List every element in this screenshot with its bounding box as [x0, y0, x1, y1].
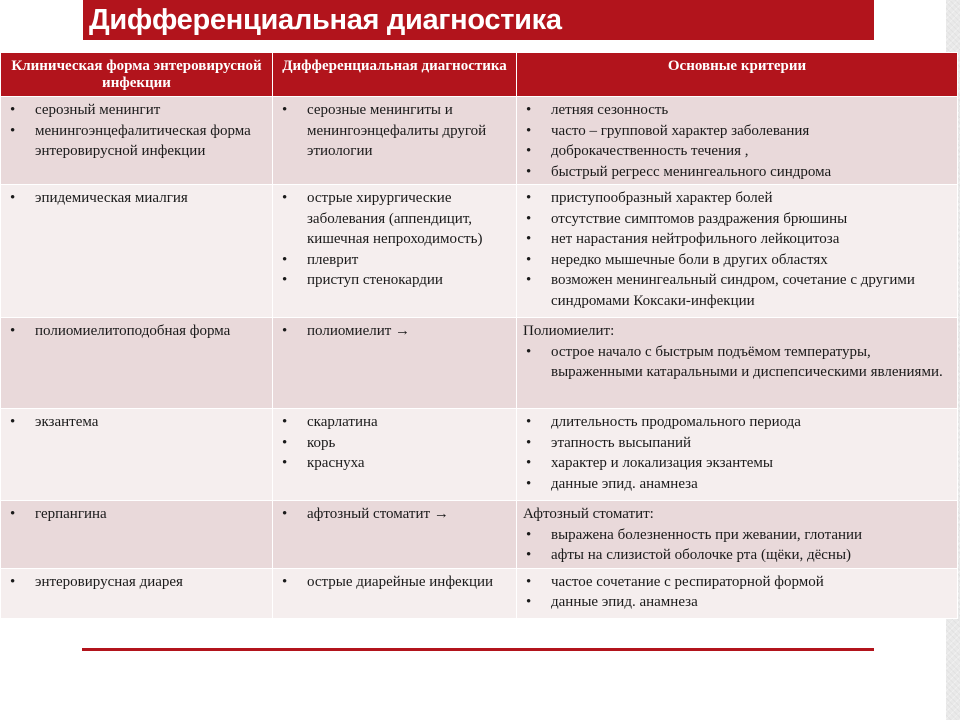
clinical-form-list: [7, 321, 266, 342]
criteria-item: • частое сочетание с респираторной формой: [523, 572, 951, 593]
criteria-item: • длительность продромального периода: [523, 412, 951, 433]
cell-differential: [273, 501, 517, 569]
differential-item: • острые диарейные инфекции: [279, 572, 510, 593]
clinical-form-item: • экзантема: [7, 412, 266, 433]
cell-criteria: [517, 185, 958, 318]
criteria-list: [523, 572, 951, 613]
differential-list: [279, 572, 510, 593]
table-row: [1, 501, 958, 569]
table-header-row: [1, 53, 958, 97]
cell-clinical-form: [1, 185, 273, 318]
cell-criteria: [517, 318, 958, 409]
table-row: [1, 568, 958, 618]
table-body: [1, 97, 958, 619]
criteria-item: • возможен менингеальный синдром, сочетание с другими синдромами Коксаки-инфекции: [523, 270, 951, 311]
criteria-item: • афты на слизистой оболочке рта (щёки, дёсны): [523, 545, 951, 566]
table-row: [1, 409, 958, 501]
criteria-item: • часто – групповой характер заболевания: [523, 121, 951, 142]
criteria-item: • доброкачественность течения ,: [523, 141, 951, 162]
criteria-list: [523, 342, 951, 383]
differential-item: • афтозный стоматит →: [279, 504, 510, 525]
table-row: [1, 185, 958, 318]
differential-item: • плеврит: [279, 250, 510, 271]
cell-criteria: [517, 568, 958, 618]
clinical-form-list: [7, 572, 266, 593]
differential-list: [279, 321, 510, 342]
clinical-form-item: • герпангина: [7, 504, 266, 525]
clinical-form-item: • полиомиелитоподобная форма: [7, 321, 266, 342]
criteria-list: [523, 525, 951, 566]
criteria-item: • нет нарастания нейтрофильного лейкоцитоза: [523, 229, 951, 250]
criteria-item: • острое начало с быстрым подъёмом температуры, выраженными катаральными и диспепсическими явлениями.: [523, 342, 951, 383]
criteria-item: • этапность высыпаний: [523, 433, 951, 454]
criteria-list: [523, 412, 951, 494]
clinical-form-list: [7, 504, 266, 525]
header-differential-diagnosis: Дифференциальная диагностика: [273, 53, 517, 97]
clinical-form-item: • менингоэнцефалитическая форма энтеровирусной инфекции: [7, 121, 266, 162]
clinical-form-list: [7, 100, 266, 162]
clinical-form-list: [7, 412, 266, 433]
cell-criteria: [517, 409, 958, 501]
differential-list: [279, 100, 510, 162]
differential-list: [279, 188, 510, 291]
differential-item: • полиомиелит →: [279, 321, 510, 342]
cell-differential: [273, 409, 517, 501]
differential-list: [279, 504, 510, 525]
slide-title: Дифференциальная диагностика: [83, 0, 874, 40]
criteria-item: • данные эпид. анамнеза: [523, 592, 951, 613]
criteria-heading: Афтозный стоматит:: [523, 506, 654, 522]
cell-clinical-form: [1, 409, 273, 501]
criteria-heading: Полиомиелит:: [523, 323, 615, 339]
cell-differential: [273, 97, 517, 185]
criteria-item: • выражена болезненность при жевании, глотании: [523, 525, 951, 546]
criteria-list: [523, 188, 951, 311]
clinical-form-item: • эпидемическая миалгия: [7, 188, 266, 209]
criteria-item: • характер и локализация экзантемы: [523, 453, 951, 474]
table-row: [1, 318, 958, 409]
diagnosis-table: [0, 52, 958, 619]
cell-differential: [273, 185, 517, 318]
cell-clinical-form: [1, 97, 273, 185]
differential-list: [279, 412, 510, 474]
criteria-item: • отсутствие симптомов раздражения брюшины: [523, 209, 951, 230]
clinical-form-item: • энтеровирусная диарея: [7, 572, 266, 593]
criteria-item: • данные эпид. анамнеза: [523, 474, 951, 495]
criteria-item: • летняя сезонность: [523, 100, 951, 121]
table-row: [1, 97, 958, 185]
differential-item: • корь: [279, 433, 510, 454]
differential-item: • приступ стенокардии: [279, 270, 510, 291]
cell-differential: [273, 568, 517, 618]
differential-item: • краснуха: [279, 453, 510, 474]
clinical-form-list: [7, 188, 266, 209]
cell-criteria: [517, 501, 958, 569]
cell-differential: [273, 318, 517, 409]
criteria-item: • приступообразный характер болей: [523, 188, 951, 209]
header-main-criteria: Основные критерии: [517, 53, 958, 97]
cell-clinical-form: [1, 501, 273, 569]
cell-clinical-form: [1, 318, 273, 409]
header-clinical-form: Клиническая форма энтеровирусной инфекции: [1, 53, 273, 97]
criteria-item: • быстрый регресс менингеального синдрома: [523, 162, 951, 183]
cell-clinical-form: [1, 568, 273, 618]
clinical-form-item: • серозный менингит: [7, 100, 266, 121]
differential-item: • серозные менингиты и менингоэнцефалиты другой этиологии: [279, 100, 510, 162]
bottom-divider: [82, 648, 874, 651]
criteria-item: • нередко мышечные боли в других областях: [523, 250, 951, 271]
cell-criteria: [517, 97, 958, 185]
differential-item: • острые хирургические заболевания (аппендицит, кишечная непроходимость): [279, 188, 510, 250]
criteria-list: [523, 100, 951, 182]
differential-item: • скарлатина: [279, 412, 510, 433]
